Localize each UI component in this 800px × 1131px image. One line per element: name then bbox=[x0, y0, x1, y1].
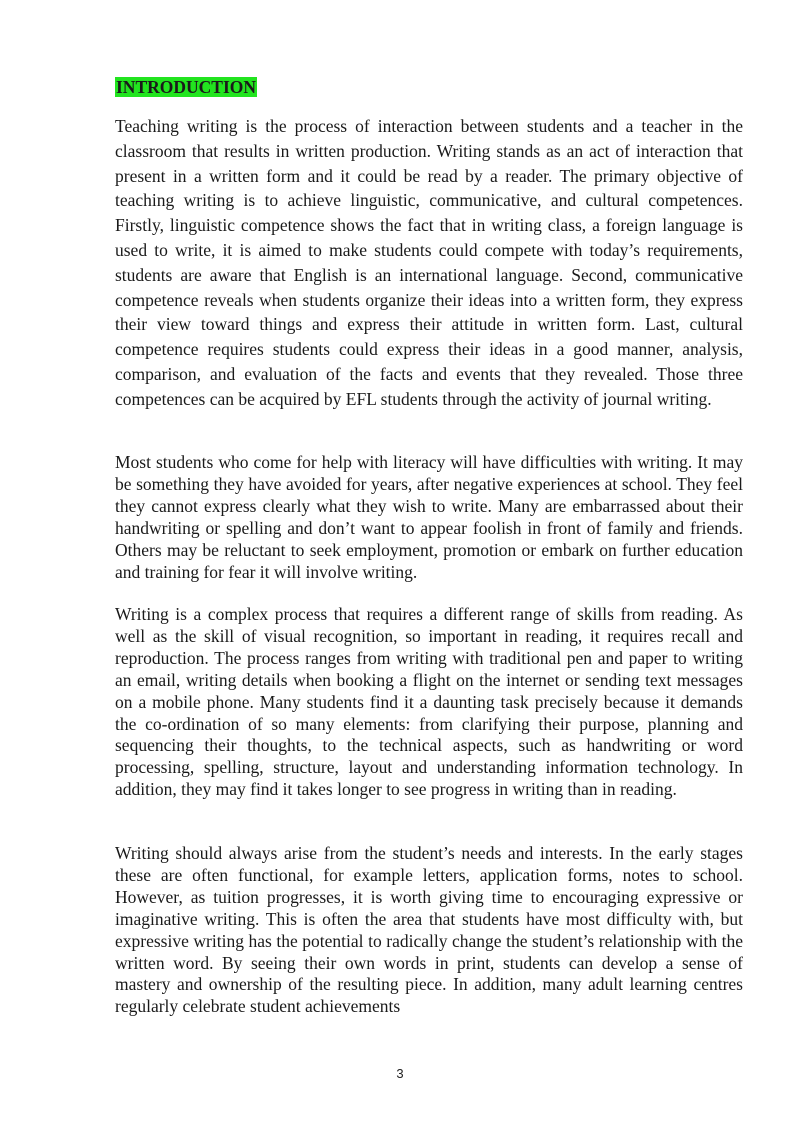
paragraph-literacy-difficulties: Most students who come for help with literacy will have difficulties with writing. It may be something they have avoided for years, after negative experiences at school. They feel they cannot express clearly what they wish to write. Many are embarrassed about their handwriting or spelling and don’t want to appear foolish in front of family and friends. Others may be reluctant to seek employment, promotion or embark on further education and training for fear it will involve writing. bbox=[115, 452, 743, 582]
paragraph-teaching-writing: Teaching writing is the process of interaction between students and a teacher in the classroom that results in written production. Writing stands as an act of interaction that present in a written form and it could be read by a reader. The primary objective of teaching writing is to achieve linguistic, communicative, and cultural competences. Firstly, linguistic competence shows the fact that in writing class, a foreign language is used to write, it is aimed to make students could compete with today’s requirements, students are aware that English is an international language. Second, communicative competence reveals when students organize their ideas into a written form, they express their view toward things and express their attitude in written form. Last, cultural competence requires students could express their ideas in a good manner, analysis, comparison, and evaluation of the facts and events that they revealed. Those three competences can be acquired by EFL students through the activity of journal writing. bbox=[115, 116, 743, 409]
section-heading-text: INTRODUCTION bbox=[116, 77, 257, 97]
paragraph-writing-complex-process: Writing is a complex process that requires a different range of skills from reading. As well as the skill of visual recognition, so important in reading, it requires recall and reproduction. The process ranges from writing with traditional pen and paper to writing an email, writing details when booking a flight on the internet or sending text messages on a mobile phone. Many students find it a daunting task precisely because it demands the co-ordination of so many elements: from clarifying their purpose, planning and sequencing their thoughts, to the technical aspects, such as handwriting or word processing, spelling, structure, layout and understanding information technology. In addition, they may find it takes longer to see progress in writing than in reading. bbox=[115, 604, 743, 800]
page-number: 3 bbox=[396, 1066, 404, 1081]
paragraph-student-needs: Writing should always arise from the student’s needs and interests. In the early stages these are often functional, for example letters, application forms, notes to school. However, as tuition progresses, it is worth giving time to encouraging expressive or imaginative writing. This is often the area that students have most difficulty with, but expressive writing has the potential to radically change the student’s relationship with the written word. By seeing their own words in print, students can develop a sense of mastery and ownership of the resulting piece. In addition, many adult learning centres regularly celebrate student achievements bbox=[115, 843, 743, 1017]
section-heading bbox=[115, 76, 257, 98]
